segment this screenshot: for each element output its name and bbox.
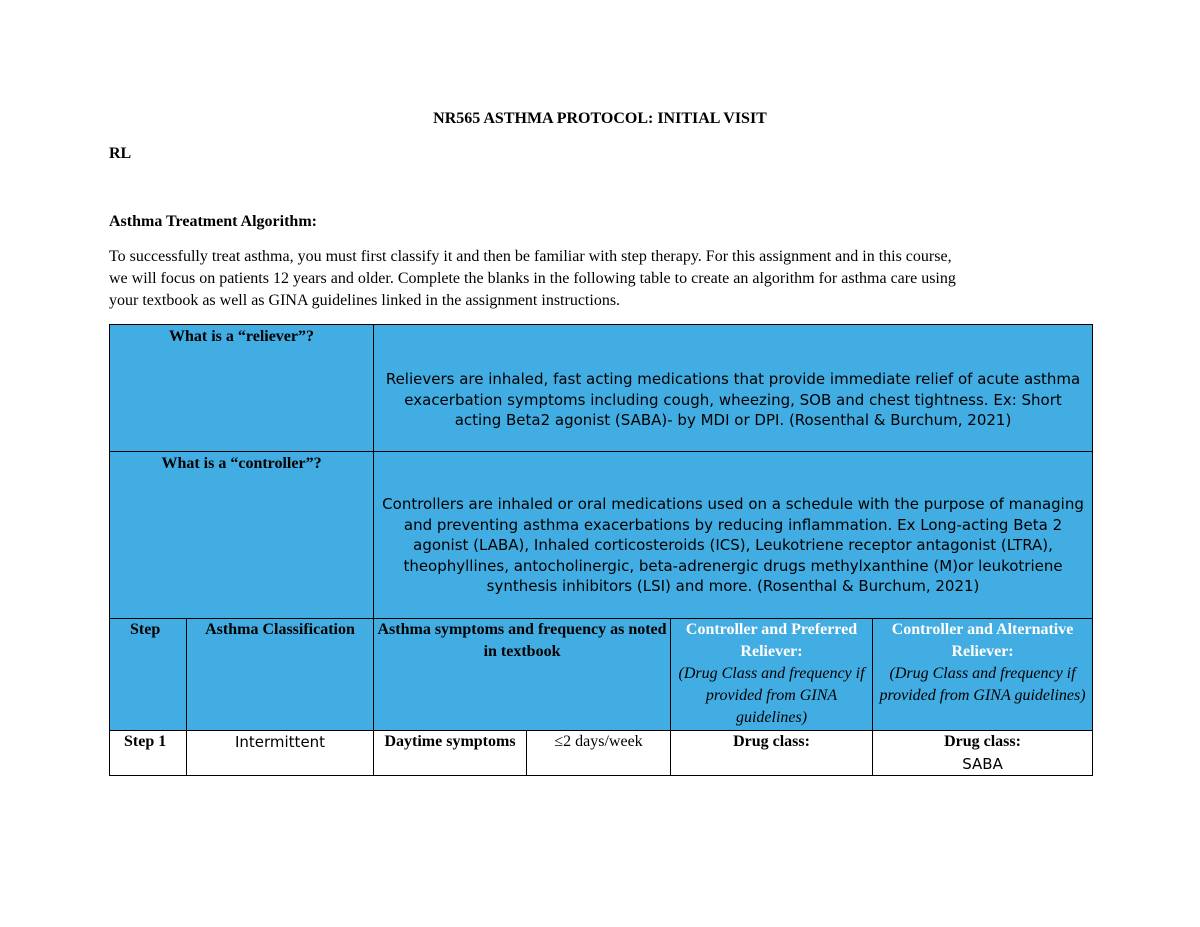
header-alternative-subtitle: (Drug Class and frequency if provided from GINA guidelines) <box>879 665 1086 704</box>
header-step: Step <box>110 619 187 731</box>
header-preferred-subtitle: (Drug Class and frequency if provided from GINA guidelines) <box>678 665 865 726</box>
intro-line: we will focus on patients 12 years and older. Complete the blanks in the following table to create an algorithm for asthma care using <box>109 270 956 287</box>
row-alternative-label: Drug class: <box>944 733 1021 750</box>
row-classification[interactable]: Intermittent <box>187 731 374 776</box>
row-alternative-cell[interactable] <box>873 731 1093 776</box>
header-classification: Asthma Classification <box>187 619 374 731</box>
section-heading: Asthma Treatment Algorithm: <box>109 213 317 230</box>
header-symptoms: Asthma symptoms and frequency as noted in textbook <box>374 619 671 731</box>
intro-line: your textbook as well as GINA guidelines linked in the assignment instructions. <box>109 292 621 309</box>
document-title: NR565 ASTHMA PROTOCOL: INITIAL VISIT <box>433 110 767 127</box>
row-symptom-value[interactable]: ≤2 days/week <box>527 731 671 776</box>
reliever-row <box>110 325 1093 452</box>
controller-question: What is a “controller”? <box>110 452 374 619</box>
reliever-question: What is a “reliever”? <box>110 325 374 452</box>
header-alternative-reliever <box>873 619 1093 731</box>
table-row <box>110 731 1093 776</box>
intro-paragraph <box>109 246 1089 312</box>
controller-row <box>110 452 1093 619</box>
header-preferred-title: Controller and Preferred Reliever: <box>685 621 858 660</box>
intro-line: To successfully treat asthma, you must first classify it and then be familiar with step therapy. For this assignment and in this course, <box>109 248 952 265</box>
reliever-answer[interactable]: Relievers are inhaled, fast acting medications that provide immediate relief of acute asthma exacerbation symptoms including cough, wheezing, SOB and chest tightness. Ex: Short acting Beta2 agonist (SABA)- by MDI or DPI. (Rosenthal & Burchum, 2021) <box>374 325 1093 452</box>
row-symptom-label: Daytime symptoms <box>374 731 527 776</box>
row-preferred-label: Drug class: <box>733 733 810 750</box>
header-alternative-title: Controller and Alternative Reliever: <box>891 621 1074 660</box>
asthma-algorithm-table <box>109 324 1093 776</box>
row-alternative-value[interactable]: SABA <box>962 755 1003 773</box>
controller-answer[interactable]: Controllers are inhaled or oral medications used on a schedule with the purpose of managing and preventing asthma exacerbations by reducing inflammation. Ex Long-acting Beta 2 agonist (LABA), Inhaled corticosteroids (ICS), Leukotriene receptor antagonist (LTRA), theophyllines, antocholinergic, beta-adrenergic drugs methylxanthine (M)or leukotriene synthesis inhibitors (LSI) and more. (Rosenthal & Burchum, 2021) <box>374 452 1093 619</box>
header-preferred-reliever <box>671 619 873 731</box>
author-initials: RL <box>109 145 132 162</box>
row-preferred-cell[interactable] <box>671 731 873 776</box>
header-row <box>110 619 1093 731</box>
row-step: Step 1 <box>110 731 187 776</box>
